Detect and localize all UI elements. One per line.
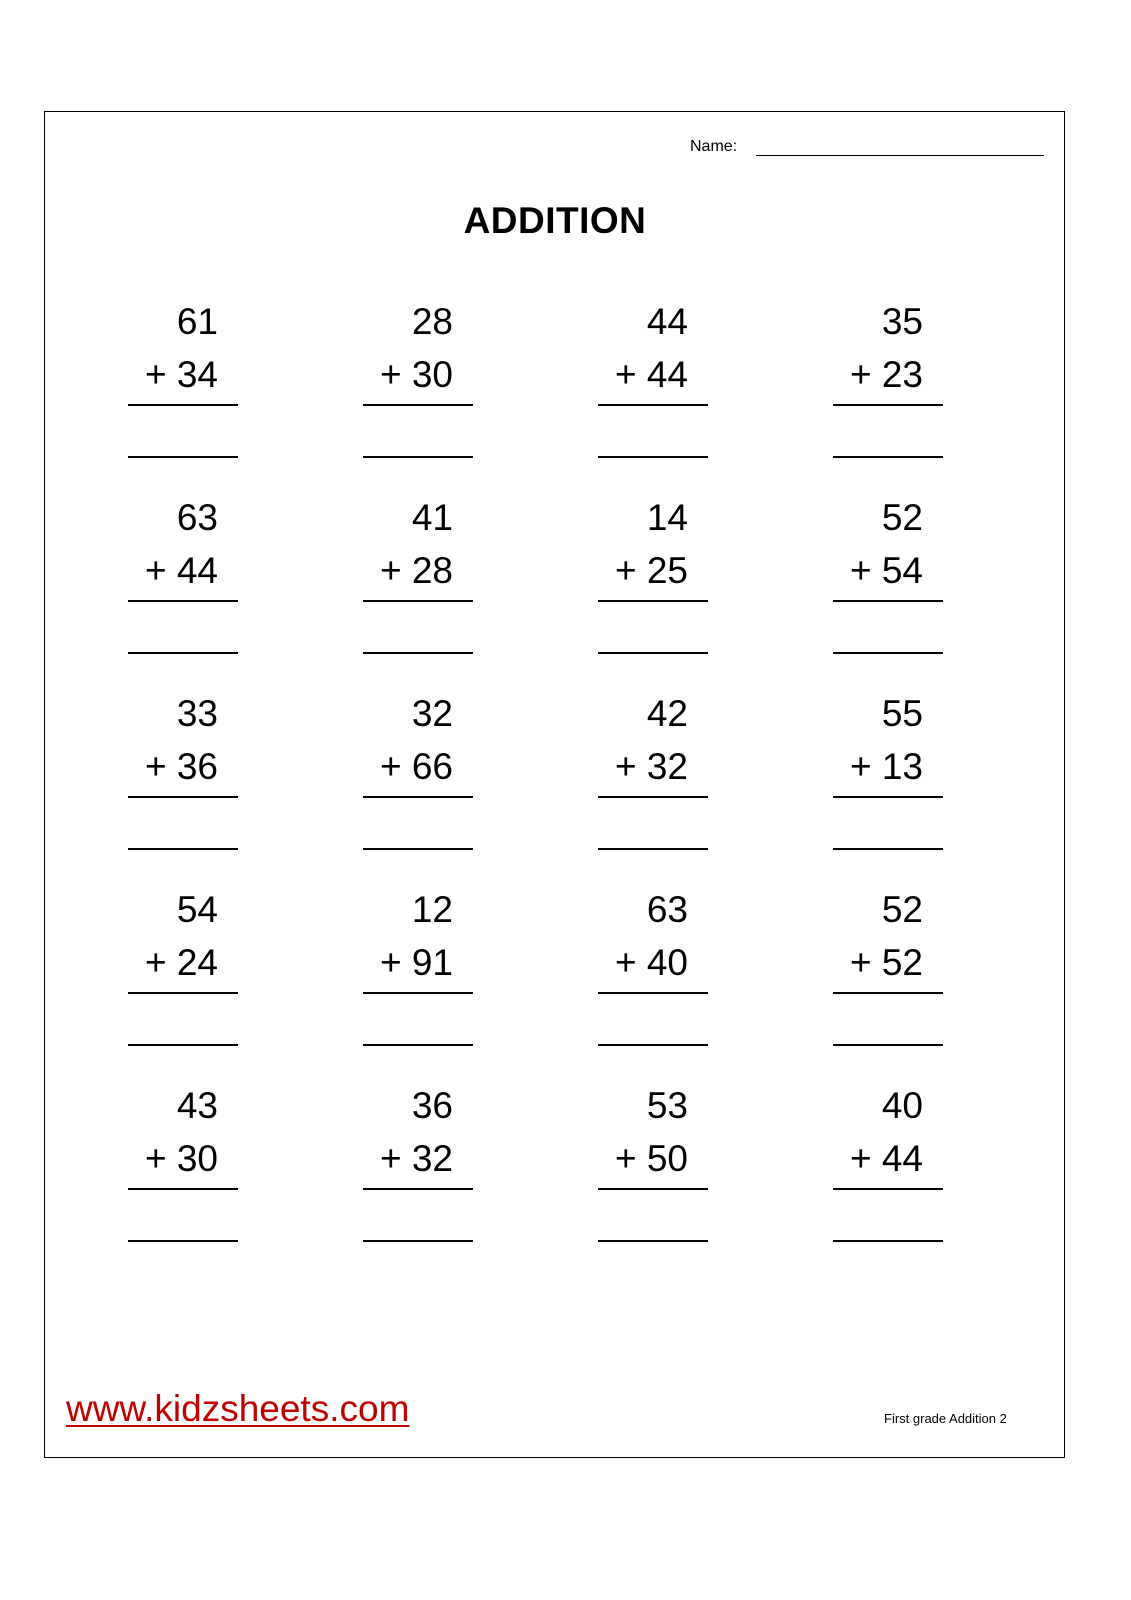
sum-line: [598, 796, 708, 798]
sum-line: [833, 992, 943, 994]
sum-line: [598, 600, 708, 602]
bottom-number: + 34: [144, 354, 218, 395]
top-number: 32: [411, 693, 453, 734]
sum-line: [363, 404, 473, 406]
name-field-row: [690, 134, 1044, 156]
problem-18: [363, 1084, 473, 1244]
bottom-number: + 44: [849, 1138, 923, 1179]
problem-8: [833, 496, 943, 656]
answer-line[interactable]: [598, 456, 708, 458]
top-number: 33: [176, 693, 218, 734]
top-number: 44: [646, 301, 688, 342]
problem-15: [598, 888, 708, 1048]
problem-20: [833, 1084, 943, 1244]
top-number: 35: [881, 301, 923, 342]
top-number: 52: [881, 497, 923, 538]
answer-line[interactable]: [128, 456, 238, 458]
top-number: 28: [411, 301, 453, 342]
problem-11: [598, 692, 708, 852]
bottom-number: + 23: [849, 354, 923, 395]
problem-4: [833, 300, 943, 460]
bottom-number: + 24: [144, 942, 218, 983]
problem-16: [833, 888, 943, 1048]
bottom-number: + 30: [144, 1138, 218, 1179]
sheet-label: First grade Addition 2: [884, 1411, 1007, 1426]
top-number: 12: [411, 889, 453, 930]
top-number: 52: [881, 889, 923, 930]
sum-line: [128, 404, 238, 406]
top-number: 53: [646, 1085, 688, 1126]
answer-line[interactable]: [363, 456, 473, 458]
problem-5: [128, 496, 238, 656]
bottom-number: + 40: [614, 942, 688, 983]
answer-line[interactable]: [128, 1240, 238, 1242]
problem-3: [598, 300, 708, 460]
answer-line[interactable]: [598, 848, 708, 850]
sum-line: [128, 992, 238, 994]
sum-line: [363, 992, 473, 994]
top-number: 41: [411, 497, 453, 538]
answer-line[interactable]: [363, 1240, 473, 1242]
answer-line[interactable]: [363, 652, 473, 654]
name-line[interactable]: [756, 137, 1044, 156]
answer-line[interactable]: [833, 456, 943, 458]
page-title: ADDITION: [463, 200, 647, 241]
top-number: 63: [646, 889, 688, 930]
sum-line: [598, 404, 708, 406]
top-number: 43: [176, 1085, 218, 1126]
sum-line: [833, 796, 943, 798]
problem-10: [363, 692, 473, 852]
problem-19: [598, 1084, 708, 1244]
bottom-number: + 66: [379, 746, 453, 787]
sum-line: [363, 796, 473, 798]
answer-line[interactable]: [363, 1044, 473, 1046]
bottom-number: + 25: [614, 550, 688, 591]
top-number: 42: [646, 693, 688, 734]
bottom-number: + 44: [144, 550, 218, 591]
sum-line: [128, 796, 238, 798]
sum-line: [363, 600, 473, 602]
answer-line[interactable]: [598, 652, 708, 654]
answer-line[interactable]: [598, 1044, 708, 1046]
bottom-number: + 50: [614, 1138, 688, 1179]
bottom-number: + 30: [379, 354, 453, 395]
bottom-number: + 36: [144, 746, 218, 787]
sum-line: [598, 992, 708, 994]
bottom-number: + 13: [849, 746, 923, 787]
problem-9: [128, 692, 238, 852]
sum-line: [128, 600, 238, 602]
answer-line[interactable]: [833, 1240, 943, 1242]
bottom-number: + 91: [379, 942, 453, 983]
bottom-number: + 28: [379, 550, 453, 591]
sum-line: [598, 1188, 708, 1190]
problem-17: [128, 1084, 238, 1244]
top-number: 14: [646, 497, 688, 538]
website-link[interactable]: www.kidzsheets.com: [66, 1388, 410, 1429]
bottom-number: + 52: [849, 942, 923, 983]
problem-1: [128, 300, 238, 460]
top-number: 40: [881, 1085, 923, 1126]
bottom-number: + 54: [849, 550, 923, 591]
answer-line[interactable]: [598, 1240, 708, 1242]
sum-line: [833, 1188, 943, 1190]
answer-line[interactable]: [833, 1044, 943, 1046]
answer-line[interactable]: [363, 848, 473, 850]
top-number: 36: [411, 1085, 453, 1126]
sum-line: [363, 1188, 473, 1190]
bottom-number: + 32: [614, 746, 688, 787]
problem-6: [363, 496, 473, 656]
bottom-number: + 44: [614, 354, 688, 395]
top-number: 55: [881, 693, 923, 734]
top-number: 63: [176, 497, 218, 538]
sum-line: [833, 600, 943, 602]
top-number: 61: [176, 301, 218, 342]
sum-line: [833, 404, 943, 406]
answer-line[interactable]: [128, 848, 238, 850]
bottom-number: + 32: [379, 1138, 453, 1179]
top-number: 54: [176, 889, 218, 930]
problem-7: [598, 496, 708, 656]
answer-line[interactable]: [833, 652, 943, 654]
problem-12: [833, 692, 943, 852]
answer-line[interactable]: [128, 1044, 238, 1046]
answer-line[interactable]: [128, 652, 238, 654]
sum-line: [128, 1188, 238, 1190]
answer-line[interactable]: [833, 848, 943, 850]
problem-13: [128, 888, 238, 1048]
problem-2: [363, 300, 473, 460]
problem-14: [363, 888, 473, 1048]
name-label: Name:: [690, 138, 738, 155]
